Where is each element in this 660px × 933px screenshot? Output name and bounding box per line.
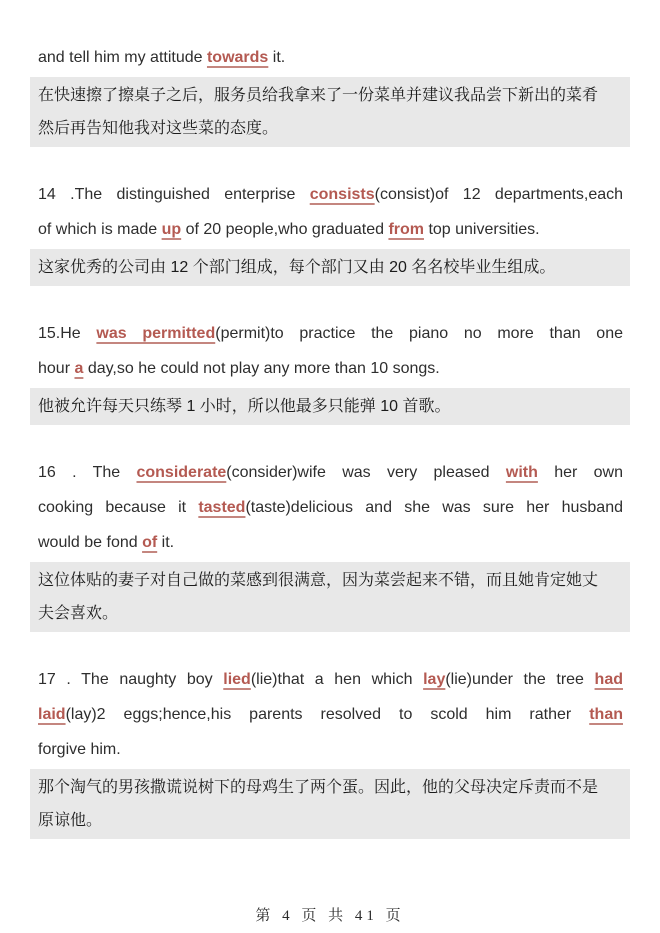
sentence-17 xyxy=(30,662,630,839)
sentence-15 xyxy=(30,316,630,425)
sentence-line xyxy=(38,455,623,490)
document-content xyxy=(0,40,660,839)
sentence-text: (lie)that a hen which xyxy=(250,671,424,688)
sentence-text: 15.He xyxy=(38,325,97,342)
sentence-line xyxy=(38,316,623,351)
translation-line: 夫会喜欢。 xyxy=(38,605,119,622)
answer-word: than xyxy=(589,706,623,723)
sentence-line xyxy=(38,732,623,767)
page-number-text: 第 4 页 共 41 页 xyxy=(255,908,405,924)
sentence-text: hour xyxy=(38,360,75,377)
sentence-line xyxy=(38,177,623,212)
english-sentence xyxy=(30,40,630,75)
sentence-text: top universities. xyxy=(424,221,540,238)
answer-word: up xyxy=(161,221,182,238)
sentence-text: it. xyxy=(268,49,286,66)
translation-line: 然后再告知他我对这些菜的态度。 xyxy=(38,120,279,137)
translation-line: 他被允许每天只练琴 1 小时，所以他最多只能弹 10 首歌。 xyxy=(38,398,451,415)
sentence-text: (lay)2 eggs;hence,his parents resolved to scold him rather xyxy=(65,706,590,723)
sentence-text: (consist)of 12 departments,each xyxy=(374,186,624,203)
translation-line: 这家优秀的公司由 12 个部门组成，每个部门又由 20 名名校毕业生组成。 xyxy=(38,259,556,276)
translation-line: 在快速擦了擦桌子之后，服务员给我拿来了一份菜单并建议我品尝下新出的菜肴 xyxy=(38,87,599,104)
sentence-text: (lie)under the tree xyxy=(445,671,595,688)
answer-word: had xyxy=(594,671,623,688)
sentence-text: of which is made xyxy=(38,221,162,238)
sentence-text: 16 . The xyxy=(38,464,137,481)
english-sentence xyxy=(30,455,630,560)
answer-word: from xyxy=(388,221,424,238)
answer-word: of xyxy=(142,534,158,551)
translation-line: 那个淘气的男孩撒谎说树下的母鸡生了两个蛋。因此，他的父母决定斥责而不是 xyxy=(38,779,599,796)
page-footer xyxy=(0,904,660,925)
sentence-text: 14 .The distinguished enterprise xyxy=(38,186,310,203)
sentence-text: (taste)delicious and she was sure her husband xyxy=(245,499,623,516)
chinese-translation xyxy=(30,769,630,839)
answer-word: was permitted xyxy=(96,325,216,342)
sentence-line xyxy=(38,697,623,732)
chinese-translation xyxy=(30,562,630,632)
sentence-line xyxy=(38,351,623,386)
sentence-16 xyxy=(30,455,630,632)
answer-word: tasted xyxy=(198,499,246,516)
translation-line: 原谅他。 xyxy=(38,812,103,829)
answer-word: lay xyxy=(423,671,446,688)
chinese-translation xyxy=(30,388,630,425)
english-sentence xyxy=(30,177,630,247)
answer-word: towards xyxy=(206,49,269,66)
sentence-text: of 20 people,who graduated xyxy=(181,221,389,238)
sentence-text: and tell him my attitude xyxy=(38,49,207,66)
english-sentence xyxy=(30,662,630,767)
chinese-translation xyxy=(30,77,630,147)
sentence-text: (consider)wife was very pleased xyxy=(226,464,506,481)
answer-word: with xyxy=(505,464,538,481)
sentence-line xyxy=(38,525,623,560)
answer-word: consists xyxy=(309,186,375,203)
answer-word: lied xyxy=(223,671,251,688)
sentence-text: day,so he could not play any more than 10 songs. xyxy=(83,360,440,377)
sentence-line xyxy=(38,490,623,525)
answer-word: considerate xyxy=(136,464,227,481)
sentence-text: her own xyxy=(537,464,624,481)
sentence-text: (permit)to practice the piano no more than one xyxy=(215,325,624,342)
answer-word: a xyxy=(74,360,84,377)
translation-line: 这位体贴的妻子对自己做的菜感到很满意，因为菜尝起来不错，而且她肯定她丈 xyxy=(38,572,599,589)
answer-word: laid xyxy=(38,706,66,723)
sentence-text: cooking because it xyxy=(38,499,199,516)
chinese-translation xyxy=(30,249,630,286)
sentence-line xyxy=(38,662,623,697)
sentence-13-continued xyxy=(30,40,630,147)
sentence-line xyxy=(38,212,623,247)
sentence-14 xyxy=(30,177,630,286)
sentence-text: forgive him. xyxy=(38,741,121,758)
sentence-text: it. xyxy=(157,534,175,551)
sentence-text: 17 . The naughty boy xyxy=(38,671,224,688)
sentence-text: would be fond xyxy=(38,534,143,551)
sentence-line xyxy=(38,40,623,75)
english-sentence xyxy=(30,316,630,386)
